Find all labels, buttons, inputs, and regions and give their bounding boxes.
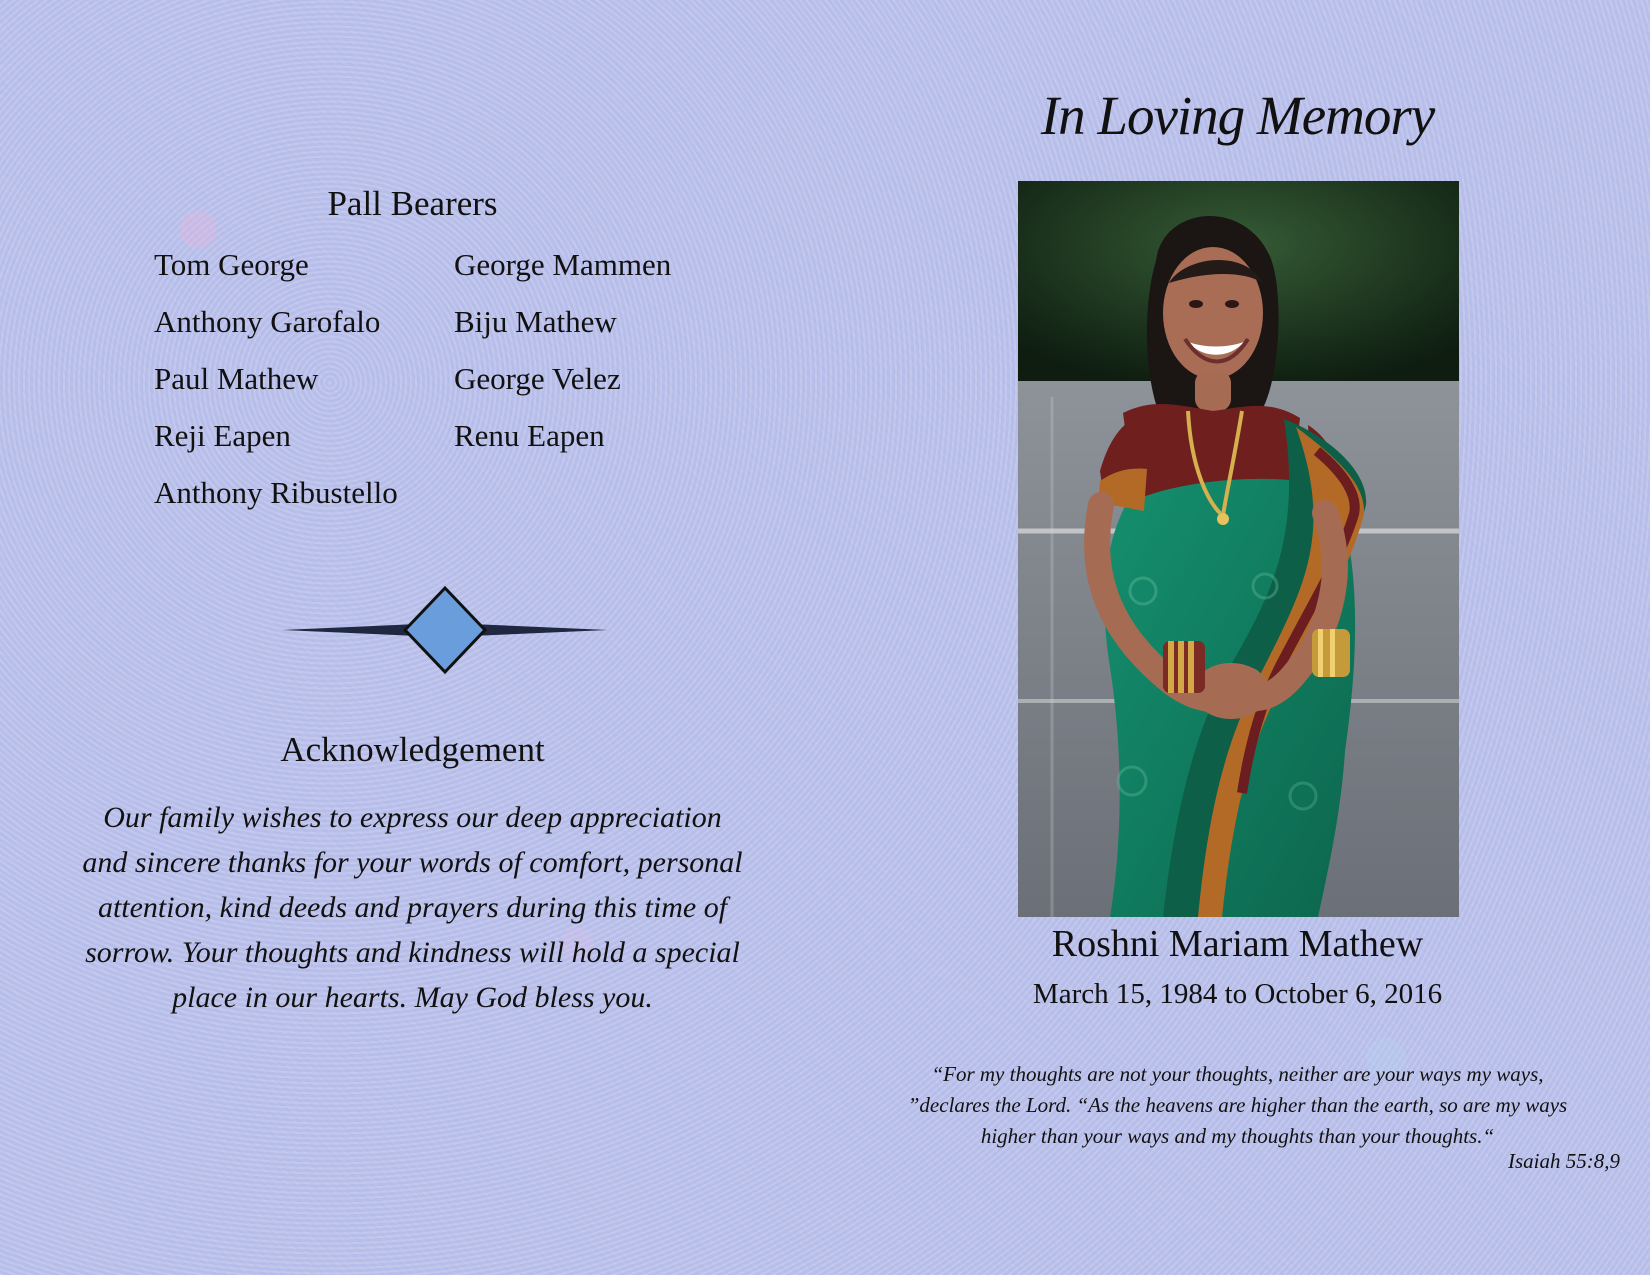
scripture-citation: Isaiah 55:8,9 bbox=[1508, 1149, 1620, 1173]
memorial-title: In Loving Memory bbox=[1040, 85, 1435, 146]
acknowledgement-text: Our family wishes to express our deep appreciation and sincere thanks for your words of comfort, personal attention, kind deeds and prayers during this time of sorrow. Your thoughts and kindness will hold a special place in our hearts. May God bless you. bbox=[82, 801, 743, 1014]
pall-bearer-name: Tom George bbox=[154, 247, 309, 282]
acknowledgement-title: Acknowledgement bbox=[280, 730, 545, 769]
memorial-portrait bbox=[1018, 181, 1459, 917]
deceased-name: Roshni Mariam Mathew bbox=[1051, 923, 1424, 965]
pall-bearer-name: Anthony Ribustello bbox=[154, 475, 398, 510]
scripture-quote: “For my thoughts are not your thoughts, neither are your ways my ways, ”declares the Lord. “As the heavens are higher than the earth, so are my ways higher than your ways and my thoughts than your thoughts.“ bbox=[907, 1062, 1568, 1148]
pall-bearers-list bbox=[154, 246, 714, 512]
pall-bearer-name: Renu Eapen bbox=[454, 418, 605, 453]
diamond-star-divider-icon bbox=[280, 585, 610, 675]
pall-bearer-name: Paul Mathew bbox=[154, 361, 319, 396]
life-dates: March 15, 1984 to October 6, 2016 bbox=[1032, 978, 1443, 1010]
pall-bearer-name: Reji Eapen bbox=[154, 418, 291, 453]
pall-bearer-name: George Velez bbox=[454, 361, 621, 396]
pall-bearer-name: Anthony Garofalo bbox=[154, 304, 381, 339]
pall-bearer-name: George Mammen bbox=[454, 247, 672, 282]
right-page bbox=[825, 0, 1650, 1275]
pall-bearer-name: Biju Mathew bbox=[454, 304, 617, 339]
pall-bearers-title: Pall Bearers bbox=[327, 184, 498, 223]
